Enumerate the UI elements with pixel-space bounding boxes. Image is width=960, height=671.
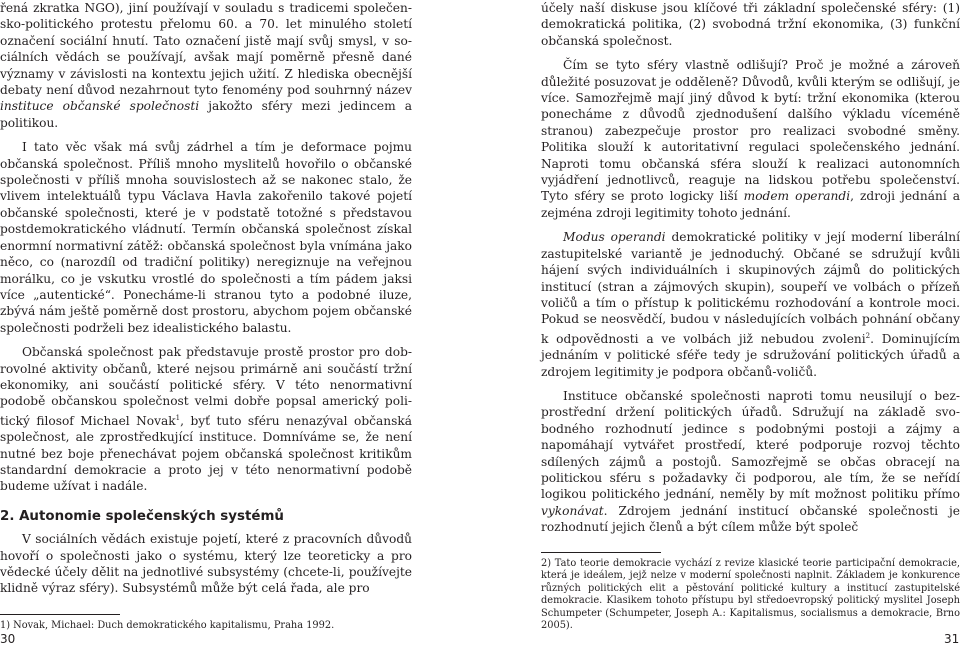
right-page-column xyxy=(541,0,960,536)
footnote-ref: 2 xyxy=(865,331,871,340)
footnote: 2) Tato teorie demokracie vychází z revize klasické teorie participační demokracie, která je ideálem, jejž nelze v moderní společnosti naplnit. Základem je konkurence různých politických elit a pěstování politické kultury a institucí zastupitelské demokracie. Klasikem tohoto přístupu byl středoevropský politický myslitel Joseph Schumpeter (Schumpeter, Joseph A.: Kapitalismus, socialismus a demokracie, Brno 2005). xyxy=(541,558,960,632)
footnote-divider xyxy=(541,552,661,553)
left-page-column xyxy=(0,0,412,597)
paragraph: Modus operandi demokratické politiky v její moderní liberální zastupitelské variantě je jednoduchý. Občané se sdružují kvůli hájení svých individuálních i skupinových zájmů do politických institucí (stran a zájmových skupin), soupeří ve volbách o přízeň voličů a tím o přístup k politickému rozhodování a kontrole moci. Pokud se neosvědčí, budou v následujících volbách pohnání občany k odpovědnosti a ve volbách již nebudou zvoleni$^2$. Dominujícím jednáním v politické sféře tedy je sdružování politických úřadů a zdrojem legitimity je podpora občanů-voličů. xyxy=(541,230,960,379)
footnote-ref: 1 xyxy=(175,413,181,422)
paragraph: Občanská společnost pak představuje prostě prostor pro dobrovolné aktivity občanů, které nejsou primárně ani součástí tržní ekonomiky, ani součástí politické sféry. V této nenormativní podobě občanskou společnost velmi dobře popsal americký politický filosof Michael Novak$^1$, byť tuto sféru nenazýval občanská společnost, ale zprostředkující instituce. Domníváme se, že není nutné bez boje přenechávat pojem občanská společnost kritikům standardní demokracie a proto jej v této nenormativní podobě budeme užívat i nadále. xyxy=(0,345,412,494)
paragraph: účely naší diskuse jsou klíčové tři základní společenské sféry: (1) demokratická politika, (2) svobodná tržní ekonomika, (3) funkční občanská společnost. xyxy=(541,1,960,48)
paragraph: Instituce občanské společnosti naproti tomu neusilují o bezprostřední držení politických úřadů. Sdružují na základě svobodného rozhodnutí jedince s podobnými postoji a zájmy a napomáhají vytvářet prostředí, které podporuje rozvoj těchto sdílených zájmů a postojů. Samozřejmě se občas obracejí na politickou sféru s požadavky či podporou, ale tím, že se neřídí logikou politického jednání, neměly by mít možnost politiku přímo vykonávat. Zdrojem jednání institucí občanské společnosti je rozhodnutí jejich členů a být cílem může být společ xyxy=(541,389,960,535)
section-heading: 2. Autonomie společenských systémů xyxy=(0,508,284,524)
paragraph: I tato věc však má svůj zádrhel a tím je deformace pojmu občanská společnost. Příliš mnoho myslitelů hovořilo o občanské společnosti v příliš mnoha souvislostech až se nakonec stalo, že vlivem intelektuálů typu Václava Havla zakořenilo takové pojetí občanské společnosti, které je v podstatě totožné s představou postdemokratického vládnutí. Termín občanská společnost získal enormní normativní zátěž: občanská společnost byla vnímána jako něco, co (narozdíl od tradiční politiky) neregiznuje na veřejnou morálku, co je vskutku vrostlé do společnosti a tím pádem jaksi více „autentické“. Ponecháme-li stranou tyto a podobné iluze, zbývá nám ještě poměrně dost prostoru, abychom pojem občanské společnosti podrželi bez idealistického balastu. xyxy=(0,140,412,335)
footnote-divider xyxy=(0,614,120,615)
paragraph: V sociálních vědách existuje pojetí, které z pracovních důvodů hovoří o společnosti jako o systému, který lze teoreticky a pro vědecké účely dělit na jednotlivé subsystémy (chcete-li, používejte klidně výraz sféry). Subsystémů může být celá řada, ale pro xyxy=(0,532,412,596)
footnote: 1) Novak, Michael: Duch demokratického kapitalismu, Praha 1992. xyxy=(0,620,335,631)
page-number: 31 xyxy=(944,632,960,646)
page-number: 30 xyxy=(0,632,16,646)
paragraph: řená zkratka NGO), jiní používají v souladu s tradicemi společensko-politického protestu přelomu 60. a 70. let minulého století označení sociální hnutí. Tato označení jistě mají svůj smysl, v sociálních vědách se používají, avšak mají poměrně přesně dané významy v závislosti na kontextu jejich užití. Z hlediska obecnější debaty není důvod nezahrnout tyto fenomény pod souhrnný název instituce občanské společnosti jakožto sféry mezi jedincem a politikou. xyxy=(0,1,412,130)
paragraph: Čím se tyto sféry vlastně odlišují? Proč je možné a zároveň důležité posuzovat je odděleně? Důvodů, kvůli kterým se odlišují, je více. Samozřejmě mají jiný důvod k bytí: tržní ekonomika (kterou ponecháme z důvodů zjednodušení dalšího výkladu víceméně stranou) zabezpečuje prostor pro realizaci svobodné směny. Politika slouží k autoritativní regulaci společenského jednání. Naproti tomu občanská sféra slouží k realizaci autonomních vyjádření jednotlivců, reaguje na lidskou potřebu společenství. Tyto sféry se proto logicky liší modem operandi, zdroji jednání a zejména zdroji legitimity tohoto jednání. xyxy=(541,58,960,220)
